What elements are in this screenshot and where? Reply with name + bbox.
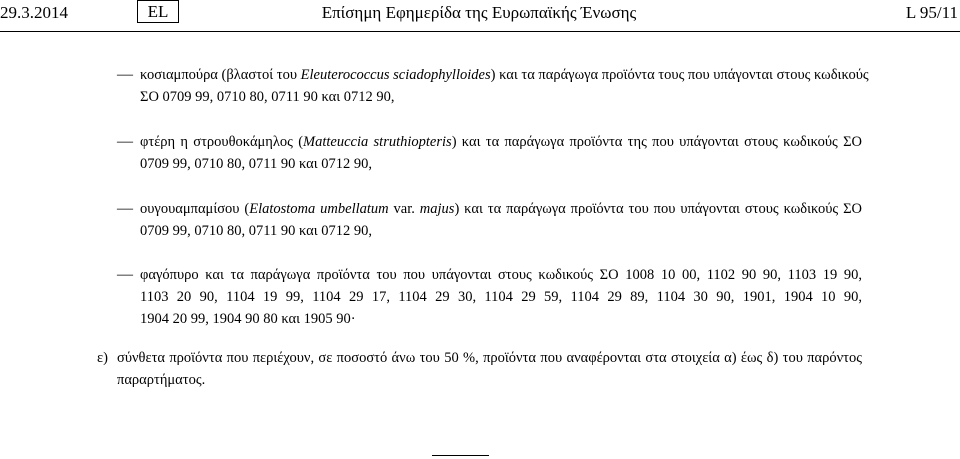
end-rule — [432, 455, 489, 456]
text-run: ΣΟ 0709 99, 0710 80, 0711 90 και 0712 90, — [140, 89, 395, 105]
item-line — [140, 64, 869, 86]
item-line — [140, 264, 862, 286]
text-run: σύνθετα προϊόντα που περιέχουν, σε ποσοστό άνω του 50 %, προϊόντα που αναφέρονται στα στοιχεία α) έως δ) του παρόντος — [117, 350, 862, 366]
scientific-name: Elatostoma umbellatum — [249, 201, 389, 217]
text-run: ) και τα παράγωγα προϊόντα τους που υπάγονται στους κωδικούς — [490, 67, 869, 83]
text-run: παραρτήματος. — [117, 372, 206, 388]
text-run: κοσιαμπούρα (βλαστοί του — [140, 67, 301, 83]
item-line — [140, 220, 372, 242]
language-badge: EL — [137, 0, 179, 23]
text-run: ) και τα παράγωγα προϊόντα της που υπάγονται στους κωδικούς ΣΟ — [451, 134, 862, 150]
item-line — [140, 308, 356, 330]
item-marker: — — [117, 133, 133, 150]
item-line — [140, 153, 372, 175]
item-line — [140, 286, 862, 308]
item-line — [140, 198, 862, 220]
item-line — [117, 369, 205, 391]
scientific-name-variety: majus — [419, 201, 455, 217]
text-run: 1103 20 90, 1104 19 99, 1104 29 17, 1104 29 30, 1104 29 59, 1104 29 89, 1104 30 90, 1901, 1904 10 90, — [140, 289, 862, 305]
scientific-name: Matteuccia struthiopteris — [303, 134, 452, 150]
text-run: φτέρη η στρουθοκάμηλος ( — [140, 134, 304, 150]
item-marker: — — [117, 200, 133, 217]
text-run: var. — [388, 201, 420, 217]
item-line — [140, 86, 395, 108]
item-line — [140, 131, 862, 153]
item-line — [117, 347, 862, 369]
item-marker: — — [117, 66, 133, 83]
publication-date: 29.3.2014 — [0, 3, 68, 22]
journal-title: Επίσημη Εφημερίδα της Ευρωπαϊκής Ένωσης — [321, 3, 637, 22]
text-run: ) και τα παράγωγα προϊόντα του που υπάγονται στους κωδικούς ΣΟ — [454, 201, 862, 217]
scientific-name: Eleuterococcus sciadophylloides — [300, 67, 491, 83]
text-run: 0709 99, 0710 80, 0711 90 και 0712 90, — [140, 156, 373, 172]
item-marker: ε) — [97, 350, 108, 366]
text-run: ουγουαμπαμίσου ( — [140, 201, 250, 217]
text-run: 1904 20 99, 1904 90 80 και 1905 90· — [140, 311, 356, 327]
item-marker: — — [117, 266, 133, 283]
text-run: φαγόπυρο και τα παράγωγα προϊόντα του που υπάγονται στους κωδικούς ΣΟ 1008 10 00, 1102 90 90, 1103 19 90, — [140, 267, 862, 283]
text-run: 0709 99, 0710 80, 0711 90 και 0712 90, — [140, 223, 373, 239]
header-rule — [0, 31, 960, 32]
page-reference: L 95/11 — [905, 3, 958, 22]
